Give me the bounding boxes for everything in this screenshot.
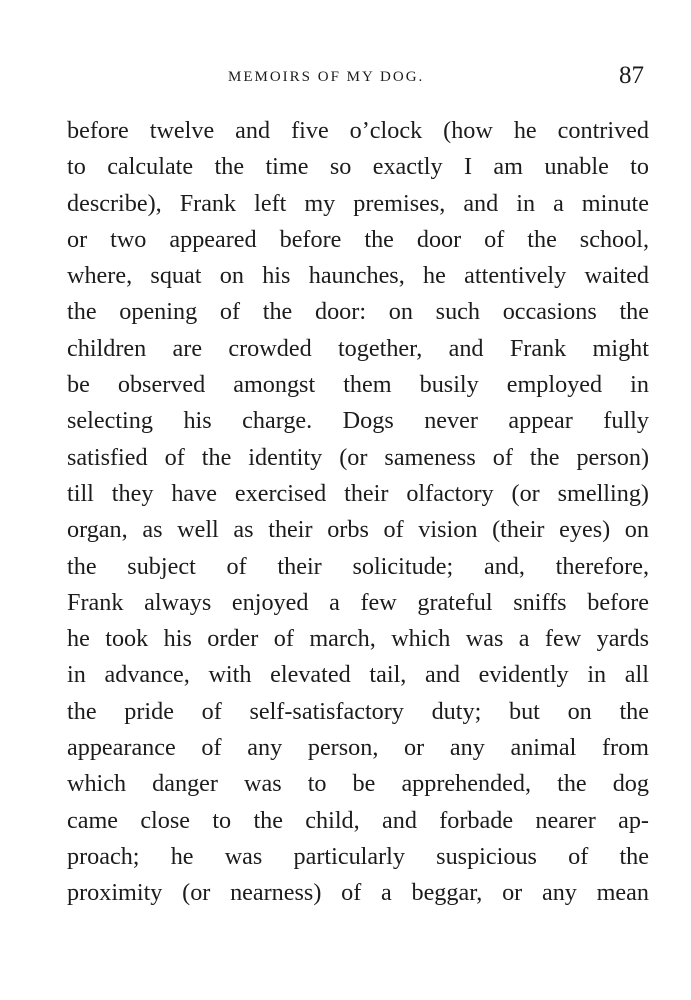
text-line: which danger was to be apprehended, the dog bbox=[67, 770, 649, 798]
text-line: to calculate the time so exactly I am unable to bbox=[67, 153, 649, 181]
text-line: the pride of self-satisfactory duty; but on the bbox=[67, 697, 649, 725]
text-line: describe), Frank left my premises, and in a minute bbox=[67, 189, 649, 217]
text-line: where, squat on his haunches, he attentively waited bbox=[67, 262, 649, 290]
text-line: be observed amongst them busily employed in bbox=[67, 371, 649, 399]
text-line: proach; he was particularly suspicious of the bbox=[67, 842, 649, 870]
text-line: in advance, with elevated tail, and evidently in all bbox=[67, 661, 649, 689]
text-line: organ, as well as their orbs of vision (their eyes) on bbox=[67, 516, 649, 544]
text-line: proximity (or nearness) of a beggar, or any mean bbox=[67, 879, 649, 907]
text-line: Frank always enjoyed a few grateful sniffs before bbox=[67, 588, 649, 616]
text-line: the subject of their solicitude; and, therefore, bbox=[67, 552, 649, 580]
text-line: came close to the child, and forbade nearer ap- bbox=[67, 806, 649, 834]
text-line: children are crowded together, and Frank might bbox=[67, 334, 649, 362]
running-title: MEMOIRS OF MY DOG. bbox=[228, 69, 425, 85]
text-line: satisfied of the identity (or sameness of the person) bbox=[67, 443, 649, 471]
text-line: till they have exercised their olfactory (or smelling) bbox=[67, 479, 649, 507]
running-header bbox=[0, 62, 691, 94]
text-line: the opening of the door: on such occasions the bbox=[67, 298, 649, 326]
text-line: he took his order of march, which was a few yards bbox=[67, 625, 649, 653]
text-line: selecting his charge. Dogs never appear fully bbox=[67, 407, 649, 435]
page-number: 87 bbox=[619, 62, 644, 89]
text-line: appearance of any person, or any animal from bbox=[67, 734, 649, 762]
text-line: or two appeared before the door of the school, bbox=[67, 225, 649, 253]
body-text bbox=[67, 113, 649, 912]
text-line: before twelve and five o’clock (how he contrived bbox=[67, 117, 649, 144]
